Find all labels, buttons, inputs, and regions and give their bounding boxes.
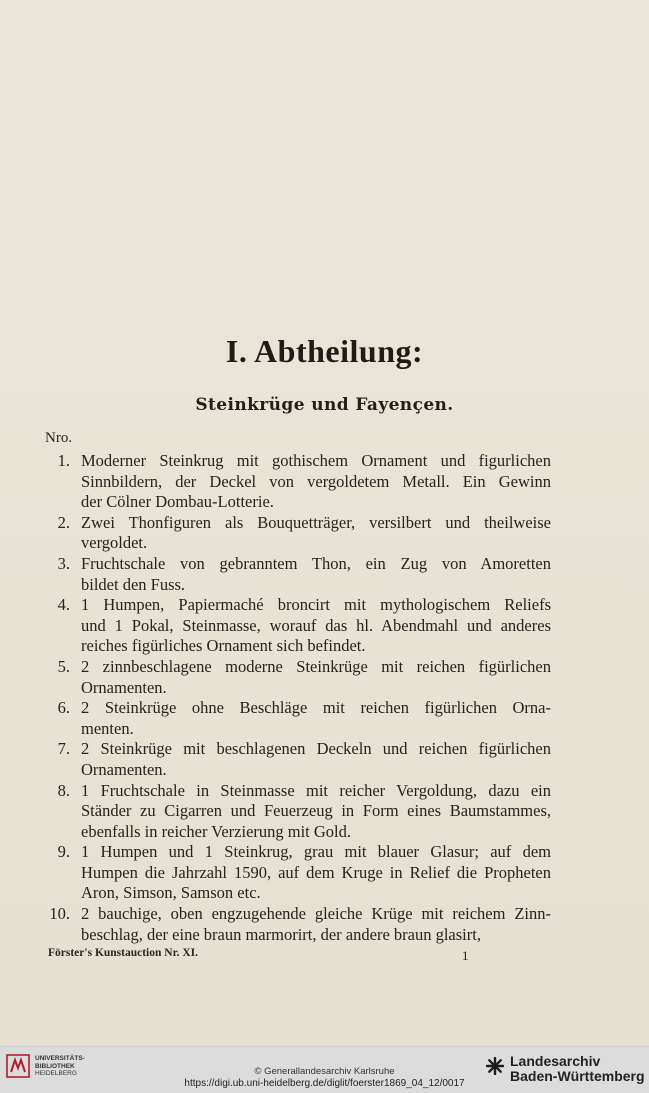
entry-text-line: Aron, Simson, Samson etc. — [81, 883, 261, 903]
catalogue-entry — [0, 781, 649, 843]
entry-text-line: bildet den Fuss. — [81, 574, 186, 594]
entry-number: 9. — [57, 842, 70, 862]
entry-text-line: und 1 Pokal, Steinmasse, worauf das hl. Abendmahl und anderes — [81, 615, 551, 635]
entry-number: 7. — [57, 739, 70, 759]
catalogue-list — [0, 451, 649, 945]
entry-text-line: vergoldet. — [81, 533, 148, 553]
page-signature: Förster's Kunstauction Nr. XI. — [48, 947, 199, 959]
entry-text-line: reiches figürliches Ornament sich befindet. — [81, 636, 366, 656]
entry-number: 8. — [57, 780, 70, 800]
copyright-notice: © Generallandesarchiv Karlsruhe — [254, 1066, 395, 1077]
entry-text-line: 1 Fruchtschale in Steinmasse mit reicher Vergoldung, dazu ein — [81, 780, 551, 800]
entry-text-line: Sinnbildern, der Deckel von vergoldetem Metall. Ein Gewinn — [81, 471, 551, 491]
catalogue-entry — [0, 698, 649, 739]
entry-text-line: Ornamenten. — [81, 677, 167, 697]
entry-text-line: Ständer zu Cigarren und Feuerzeug in Form eines Baumstammes, — [81, 801, 551, 821]
entry-text-line: 2 bauchige, oben engzugehende gleiche Krüge mit reichem Zinn- — [81, 904, 551, 924]
entry-text-line: Ornamenten. — [81, 759, 167, 779]
entry-text-line: Fruchtschale von gebranntem Thon, ein Zug von Amoretten — [81, 553, 551, 573]
entry-text-line: ebenfalls in reicher Verzierung mit Gold. — [81, 821, 352, 841]
entry-number: 1. — [57, 451, 70, 470]
entry-text-line: 2 zinnbeschlagene moderne Steinkrüge mit reichen figürlichen — [81, 656, 551, 676]
state-archive-label — [510, 1054, 645, 1084]
archive-line-1: Landesarchiv — [510, 1053, 601, 1069]
entry-number: 5. — [57, 656, 70, 676]
page-number: 1 — [462, 948, 469, 963]
catalogue-entry — [0, 595, 649, 657]
entry-number: 3. — [57, 553, 70, 573]
entry-text-line: Humpen die Jahrzahl 1590, auf dem Kruge in Relief die Propheten — [81, 862, 551, 882]
section-heading: I. Abtheilung: — [225, 333, 424, 369]
archive-line-2: Baden-Württemberg — [510, 1068, 645, 1084]
catalogue-entry — [0, 739, 649, 780]
entry-text-line: beschlag, der eine braun marmorirt, der andere braun glasirt, — [81, 924, 481, 944]
star-burst-icon — [486, 1057, 504, 1075]
uni-line-2: BIBLIOTHEK — [35, 1062, 75, 1070]
entry-number: 6. — [57, 698, 70, 718]
catalogue-entry — [0, 554, 649, 595]
catalogue-entry — [0, 513, 649, 554]
catalogue-entry — [0, 451, 649, 513]
number-column-label: Nro. — [45, 430, 73, 446]
section-subheading: Steinkrüge und Fayençen. — [195, 395, 454, 415]
entry-text-line: der Cölner Dombau-Lotterie. — [81, 492, 274, 512]
entry-text-line: 1 Humpen und 1 Steinkrug, grau mit blauer Glasur; auf dem — [81, 842, 551, 862]
entry-text-line: Zwei Thonfiguren als Bouquetträger, versilbert und theilweise — [81, 512, 551, 532]
entry-text-line: Moderner Steinkrug mit gothischem Ornament und figurlichen — [81, 451, 551, 470]
entry-text-line: 1 Humpen, Papiermaché broncirt mit mythologischem Reliefs — [81, 595, 551, 615]
uni-line-1: UNIVERSITÄTS- — [35, 1055, 85, 1062]
uni-line-3: HEIDELBERG — [35, 1070, 77, 1077]
permalink-url[interactable]: https://digi.ub.uni-heidelberg.de/diglit/foerster1869_04_12/0017 — [184, 1078, 465, 1089]
entry-number: 4. — [57, 595, 70, 615]
entry-text-line: 2 Steinkrüge ohne Beschläge mit reichen figürlichen Orna- — [81, 698, 551, 718]
catalogue-entry — [0, 842, 649, 904]
catalogue-entry — [0, 657, 649, 698]
entry-number: 10. — [49, 904, 70, 924]
viewer-footer-bar — [0, 1046, 649, 1093]
entry-text-line: menten. — [81, 718, 134, 738]
catalogue-entry — [0, 904, 649, 945]
entry-text-line: 2 Steinkrüge mit beschlagenen Deckeln und reichen figürlichen — [81, 739, 551, 759]
entry-number: 2. — [57, 512, 70, 532]
